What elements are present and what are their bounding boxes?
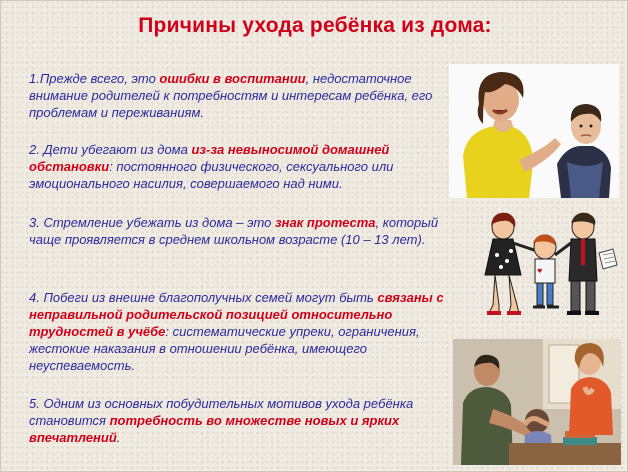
paragraph-4 (29, 289, 459, 374)
paragraph-1-text: 1.Прежде всего, это (29, 71, 160, 86)
paragraph-3-highlight: знак протеста (274, 215, 376, 230)
paragraph-3-text: 3. Стремление убежать из дома – это (29, 215, 275, 230)
paragraph-3 (29, 214, 459, 248)
paragraph-5-text-end: . (116, 430, 121, 445)
paragraph-5 (29, 395, 449, 446)
paragraph-1-text-end: , недостаточное внимание родителей к потребностям и интересам ребёнка, его проблемам и переживаниям. (29, 71, 433, 120)
paragraph-4-text: 4. Побеги из внешне благополучных семей могут быть (29, 290, 378, 305)
paragraph-1 (29, 70, 444, 121)
photo-parents-upset-child (453, 339, 621, 465)
paragraph-4-text-end: : систематические упреки, ограничения, жестокие наказания в отношении ребёнка, имеющего неуспеваемость. (29, 324, 420, 373)
paragraph-2-text-end: : постоянного физического, сексуального или эмоционального насилия, совершаемого над ними. (29, 159, 394, 191)
slide-title: Причины ухода ребёнка из дома: (138, 14, 492, 37)
photo-mother-scolding-boy-illustration (449, 64, 619, 198)
paragraph-5-text: 5. Одним из основных побудительных мотивов ухода ребёнка становится (29, 396, 414, 428)
paragraph-1-highlight: ошибки в воспитании (159, 71, 306, 86)
paragraph-5-highlight: потребность во множестве новых и ярких впечатлений (29, 413, 400, 445)
paragraph-3-text-end: , который чаще проявляется в среднем школьном возрасте (10 – 13 лет). (29, 215, 439, 247)
paragraph-4-highlight: связаны с неправильной родительской позицией относительно трудностей в учёбе (29, 290, 444, 339)
cartoon-parents-arguing (467, 209, 619, 325)
photo-mother-scolding-boy (449, 64, 619, 198)
paragraph-2-highlight: из-за невыносимой домашней обстановки (29, 142, 390, 174)
paragraph-2-text: 2. Дети убегают из дома (29, 142, 192, 157)
photo-parents-upset-child-illustration (453, 339, 621, 465)
paragraph-2 (29, 141, 444, 192)
cartoon-parents-arguing-illustration (467, 209, 619, 325)
shirt-print: ♥ (537, 268, 543, 275)
